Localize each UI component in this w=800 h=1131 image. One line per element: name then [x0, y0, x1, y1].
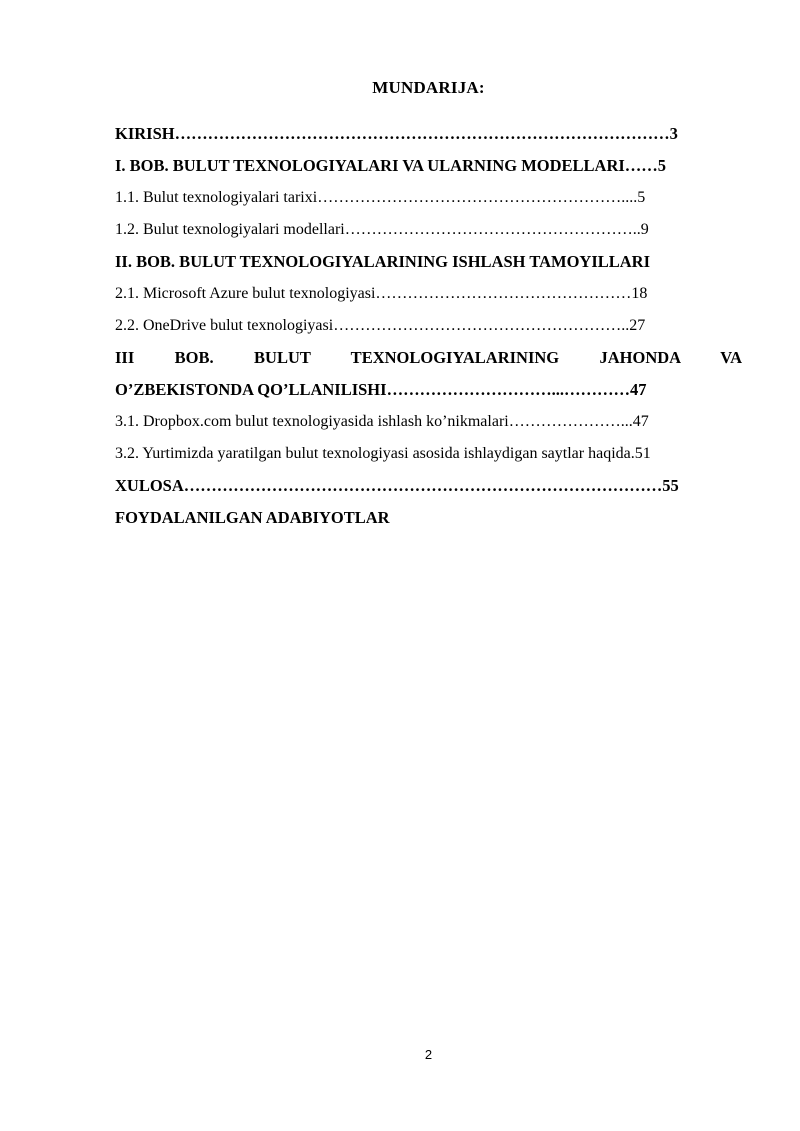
table-of-contents: [115, 118, 742, 534]
page-number: 2: [424, 1047, 433, 1062]
toc-entry-chapter-3-line-1: III BOB. BULUT TEXNOLOGIYALARINING JAHONDA VA: [115, 348, 742, 367]
toc-entry-section-2-1: 2.1. Microsoft Azure bulut texnologiyasi…………………………………………18: [115, 285, 648, 302]
toc-entry-kirish: KIRISH………………………………………………………………………………3: [115, 124, 678, 143]
toc-entry-chapter-3-line-2: O’ZBEKISTONDA QO’LLANILISHI…………………………...…………47: [115, 380, 647, 399]
toc-entry-section-1-2: 1.2. Bulut texnologiyalari modellari………………………………………………..9: [115, 221, 649, 238]
toc-entry-section-3-1: 3.1. Dropbox.com bulut texnologiyasida ishlash ko’nikmalari…………………...47: [115, 413, 649, 430]
toc-entry-section-2-2: 2.2. OneDrive bulut texnologiyasi………………………………………………..27: [115, 317, 646, 334]
toc-title: MUNDARIJA:: [372, 78, 485, 97]
toc-entry-xulosa: XULOSA……………………………………………………………………………55: [115, 476, 679, 495]
toc-entry-chapter-1: I. BOB. BULUT TEXNOLOGIYALARI VA ULARNING MODELLARI……5: [115, 156, 667, 175]
toc-entry-section-1-1: 1.1. Bulut texnologiyalari tarixi…………………………………………………....5: [115, 189, 646, 206]
toc-entry-chapter-2: II. BOB. BULUT TEXNOLOGIYALARINING ISHLASH TAMOYILLARI: [115, 252, 651, 271]
toc-entry-references: FOYDALANILGAN ADABIYOTLAR: [115, 508, 390, 527]
toc-entry-section-3-2: 3.2. Yurtimizda yaratilgan bulut texnologiyasi asosida ishlaydigan saytlar haqida.51: [115, 445, 651, 462]
